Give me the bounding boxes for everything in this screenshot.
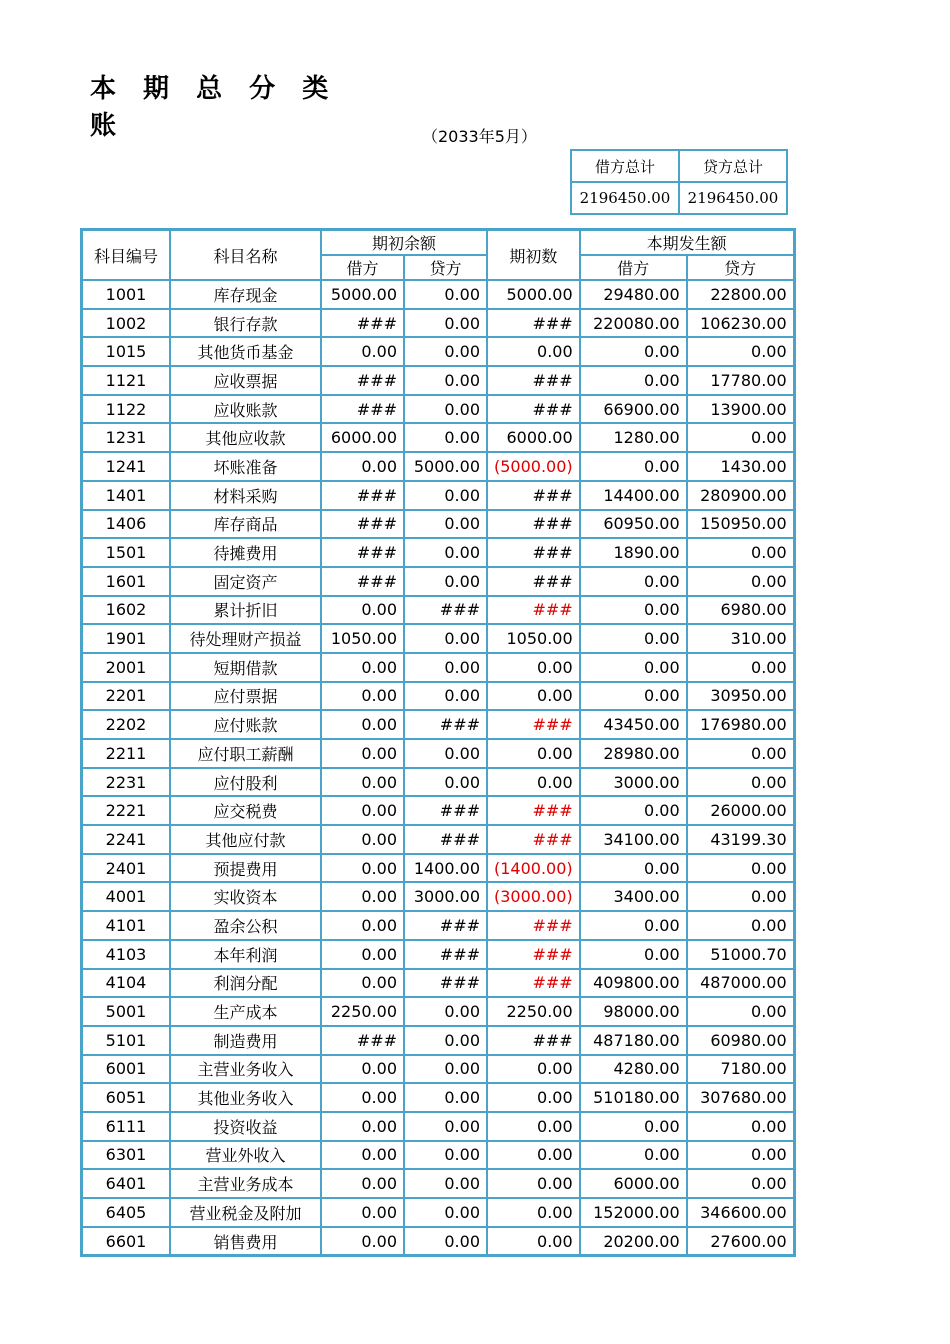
opening-credit: 0.00: [404, 1141, 487, 1170]
header-opening-balance: 期初余额: [321, 230, 487, 255]
account-code: 2202: [82, 710, 170, 739]
period-credit: 7180.00: [687, 1055, 794, 1084]
period-debit: 43450.00: [580, 710, 687, 739]
opening-credit: ###: [404, 796, 487, 825]
debit-total-value: 2196450.00: [571, 182, 679, 214]
period-credit: 60980.00: [687, 1026, 794, 1055]
account-name: 应收票据: [170, 366, 321, 395]
account-name: 制造费用: [170, 1026, 321, 1055]
account-name: 本年利润: [170, 940, 321, 969]
period-debit: 0.00: [580, 653, 687, 682]
opening-number: 0.00: [487, 1083, 580, 1112]
opening-number: ###: [487, 538, 580, 567]
period-credit: 1430.00: [687, 452, 794, 481]
table-row: [82, 969, 794, 998]
account-name: 营业税金及附加: [170, 1198, 321, 1227]
opening-credit: 0.00: [404, 309, 487, 338]
debit-total-label: 借方总计: [571, 150, 679, 182]
period-credit: 310.00: [687, 624, 794, 653]
table-row: [82, 337, 794, 366]
opening-credit: ###: [404, 825, 487, 854]
opening-number: 0.00: [487, 768, 580, 797]
opening-credit: 0.00: [404, 337, 487, 366]
period-debit: 0.00: [580, 1141, 687, 1170]
period-credit: 0.00: [687, 1141, 794, 1170]
table-row: [82, 624, 794, 653]
opening-debit: 0.00: [321, 1227, 404, 1256]
opening-number: ###: [487, 796, 580, 825]
opening-number: ###: [487, 1026, 580, 1055]
period-debit: 0.00: [580, 337, 687, 366]
header-period-credit: 贷方: [687, 255, 794, 280]
opening-debit: 0.00: [321, 1141, 404, 1170]
opening-number: 0.00: [487, 1112, 580, 1141]
table-row: [82, 739, 794, 768]
opening-credit: 0.00: [404, 739, 487, 768]
period-credit: 26000.00: [687, 796, 794, 825]
opening-debit: 1050.00: [321, 624, 404, 653]
period-credit: 13900.00: [687, 395, 794, 424]
period-credit: 0.00: [687, 997, 794, 1026]
period-debit: 98000.00: [580, 997, 687, 1026]
account-code: 6405: [82, 1198, 170, 1227]
period-credit: 0.00: [687, 567, 794, 596]
opening-debit: 0.00: [321, 940, 404, 969]
account-code: 1601: [82, 567, 170, 596]
opening-debit: ###: [321, 510, 404, 539]
account-name: 其他应收款: [170, 423, 321, 452]
period-credit: 0.00: [687, 538, 794, 567]
totals-table: [570, 149, 788, 215]
header-row-1: [82, 230, 794, 255]
opening-debit: ###: [321, 481, 404, 510]
opening-number: 0.00: [487, 1227, 580, 1256]
period-credit: 51000.70: [687, 940, 794, 969]
account-code: 6111: [82, 1112, 170, 1141]
table-row: [82, 882, 794, 911]
period-credit: 17780.00: [687, 366, 794, 395]
header-name: 科目名称: [170, 230, 321, 280]
account-code: 2211: [82, 739, 170, 768]
account-name: 应付账款: [170, 710, 321, 739]
opening-credit: 0.00: [404, 768, 487, 797]
opening-credit: 1400.00: [404, 854, 487, 883]
opening-number: ###: [487, 596, 580, 625]
period-credit: 0.00: [687, 1169, 794, 1198]
account-code: 4103: [82, 940, 170, 969]
account-code: 6001: [82, 1055, 170, 1084]
period-debit: 28980.00: [580, 739, 687, 768]
account-code: 6401: [82, 1169, 170, 1198]
account-name: 固定资产: [170, 567, 321, 596]
opening-number: 0.00: [487, 653, 580, 682]
opening-number: 1050.00: [487, 624, 580, 653]
opening-number: ###: [487, 710, 580, 739]
period-credit: 22800.00: [687, 280, 794, 309]
opening-debit: 0.00: [321, 796, 404, 825]
opening-credit: 0.00: [404, 1083, 487, 1112]
table-row: [82, 309, 794, 338]
opening-debit: 0.00: [321, 653, 404, 682]
opening-number: (1400.00): [487, 854, 580, 883]
period-credit: 0.00: [687, 854, 794, 883]
opening-credit: ###: [404, 596, 487, 625]
opening-debit: 6000.00: [321, 423, 404, 452]
account-code: 4001: [82, 882, 170, 911]
account-code: 1901: [82, 624, 170, 653]
table-row: [82, 1227, 794, 1256]
opening-credit: 0.00: [404, 423, 487, 452]
account-name: 生产成本: [170, 997, 321, 1026]
table-row: [82, 1141, 794, 1170]
period-debit: 1280.00: [580, 423, 687, 452]
opening-debit: 0.00: [321, 969, 404, 998]
opening-credit: 0.00: [404, 1055, 487, 1084]
period-debit: 487180.00: [580, 1026, 687, 1055]
period-credit: 43199.30: [687, 825, 794, 854]
period-debit: 6000.00: [580, 1169, 687, 1198]
opening-number: 0.00: [487, 1141, 580, 1170]
opening-number: 6000.00: [487, 423, 580, 452]
period-debit: 66900.00: [580, 395, 687, 424]
opening-debit: 0.00: [321, 911, 404, 940]
table-row: [82, 538, 794, 567]
opening-number: 0.00: [487, 1055, 580, 1084]
opening-debit: 0.00: [321, 882, 404, 911]
opening-number: ###: [487, 940, 580, 969]
period-debit: 4280.00: [580, 1055, 687, 1084]
page-title: 本 期 总 分 类 账: [90, 74, 338, 141]
period-credit: 0.00: [687, 768, 794, 797]
account-code: 1401: [82, 481, 170, 510]
account-code: 6601: [82, 1227, 170, 1256]
period-debit: 0.00: [580, 1112, 687, 1141]
table-row: [82, 1026, 794, 1055]
period-debit: 409800.00: [580, 969, 687, 998]
opening-credit: 0.00: [404, 1112, 487, 1141]
opening-debit: 0.00: [321, 739, 404, 768]
account-name: 其他应付款: [170, 825, 321, 854]
header-current-amount: 本期发生额: [580, 230, 794, 255]
opening-debit: 0.00: [321, 452, 404, 481]
period-debit: 0.00: [580, 911, 687, 940]
opening-number: ###: [487, 911, 580, 940]
opening-debit: ###: [321, 395, 404, 424]
opening-number: (5000.00): [487, 452, 580, 481]
opening-credit: 0.00: [404, 682, 487, 711]
opening-debit: 0.00: [321, 1169, 404, 1198]
opening-number: 0.00: [487, 1169, 580, 1198]
table-row: [82, 395, 794, 424]
account-name: 主营业务收入: [170, 1055, 321, 1084]
opening-debit: 0.00: [321, 854, 404, 883]
account-code: 6051: [82, 1083, 170, 1112]
period-debit: 3400.00: [580, 882, 687, 911]
report-period: （2033年5月）: [422, 127, 537, 146]
period-debit: 34100.00: [580, 825, 687, 854]
table-row: [82, 825, 794, 854]
table-row: [82, 423, 794, 452]
account-name: 其他业务收入: [170, 1083, 321, 1112]
period-debit: 1890.00: [580, 538, 687, 567]
opening-credit: ###: [404, 710, 487, 739]
opening-credit: 0.00: [404, 280, 487, 309]
table-row: [82, 796, 794, 825]
opening-number: 0.00: [487, 739, 580, 768]
opening-number: ###: [487, 567, 580, 596]
opening-number: ###: [487, 309, 580, 338]
opening-credit: 0.00: [404, 538, 487, 567]
table-row: [82, 452, 794, 481]
opening-debit: ###: [321, 1026, 404, 1055]
period-credit: 307680.00: [687, 1083, 794, 1112]
period-credit: 0.00: [687, 653, 794, 682]
period-credit: 346600.00: [687, 1198, 794, 1227]
header-code: 科目编号: [82, 230, 170, 280]
table-row: [82, 710, 794, 739]
period-debit: 29480.00: [580, 280, 687, 309]
opening-credit: ###: [404, 911, 487, 940]
period-credit: 0.00: [687, 739, 794, 768]
account-name: 其他货币基金: [170, 337, 321, 366]
period-credit: 176980.00: [687, 710, 794, 739]
table-row: [82, 940, 794, 969]
period-debit: 14400.00: [580, 481, 687, 510]
period-debit: 0.00: [580, 796, 687, 825]
period-debit: 152000.00: [580, 1198, 687, 1227]
period-credit: 0.00: [687, 337, 794, 366]
opening-debit: 5000.00: [321, 280, 404, 309]
table-row: [82, 911, 794, 940]
period-debit: 3000.00: [580, 768, 687, 797]
account-name: 库存商品: [170, 510, 321, 539]
period-credit: 487000.00: [687, 969, 794, 998]
opening-debit: ###: [321, 538, 404, 567]
opening-credit: 0.00: [404, 1227, 487, 1256]
opening-credit: 5000.00: [404, 452, 487, 481]
account-name: 主营业务成本: [170, 1169, 321, 1198]
account-code: 1122: [82, 395, 170, 424]
period-credit: 150950.00: [687, 510, 794, 539]
account-name: 短期借款: [170, 653, 321, 682]
account-name: 应收账款: [170, 395, 321, 424]
opening-credit: 0.00: [404, 624, 487, 653]
account-name: 投资收益: [170, 1112, 321, 1141]
opening-debit: 0.00: [321, 710, 404, 739]
period-debit: 20200.00: [580, 1227, 687, 1256]
period-debit: 0.00: [580, 682, 687, 711]
opening-debit: 0.00: [321, 682, 404, 711]
account-code: 5101: [82, 1026, 170, 1055]
opening-credit: 0.00: [404, 567, 487, 596]
opening-number: 2250.00: [487, 997, 580, 1026]
credit-total-label: 贷方总计: [679, 150, 787, 182]
header-open-debit: 借方: [321, 255, 404, 280]
table-row: [82, 596, 794, 625]
period-credit: 106230.00: [687, 309, 794, 338]
opening-credit: 3000.00: [404, 882, 487, 911]
opening-credit: 0.00: [404, 510, 487, 539]
table-row: [82, 567, 794, 596]
opening-debit: ###: [321, 366, 404, 395]
account-code: 1121: [82, 366, 170, 395]
account-code: 1602: [82, 596, 170, 625]
opening-debit: 2250.00: [321, 997, 404, 1026]
opening-number: 5000.00: [487, 280, 580, 309]
account-code: 2241: [82, 825, 170, 854]
opening-debit: 0.00: [321, 1055, 404, 1084]
opening-debit: 0.00: [321, 1112, 404, 1141]
opening-number: ###: [487, 366, 580, 395]
period-debit: 60950.00: [580, 510, 687, 539]
period-debit: 0.00: [580, 366, 687, 395]
opening-debit: 0.00: [321, 825, 404, 854]
account-name: 实收资本: [170, 882, 321, 911]
account-code: 1231: [82, 423, 170, 452]
opening-number: 0.00: [487, 337, 580, 366]
account-code: 6301: [82, 1141, 170, 1170]
period-credit: 27600.00: [687, 1227, 794, 1256]
account-code: 5001: [82, 997, 170, 1026]
period-debit: 510180.00: [580, 1083, 687, 1112]
table-row: [82, 1112, 794, 1141]
period-credit: 0.00: [687, 882, 794, 911]
opening-number: 0.00: [487, 1198, 580, 1227]
period-debit: 0.00: [580, 596, 687, 625]
period-credit: 30950.00: [687, 682, 794, 711]
period-credit: 0.00: [687, 423, 794, 452]
table-row: [82, 1055, 794, 1084]
account-name: 银行存款: [170, 309, 321, 338]
opening-credit: ###: [404, 969, 487, 998]
account-code: 4101: [82, 911, 170, 940]
opening-debit: 0.00: [321, 596, 404, 625]
period-credit: 0.00: [687, 911, 794, 940]
table-row: [82, 1083, 794, 1112]
period-debit: 0.00: [580, 854, 687, 883]
table-row: [82, 366, 794, 395]
table-row: [82, 481, 794, 510]
opening-debit: 0.00: [321, 768, 404, 797]
opening-credit: ###: [404, 940, 487, 969]
table-row: [82, 280, 794, 309]
account-name: 营业外收入: [170, 1141, 321, 1170]
account-code: 2221: [82, 796, 170, 825]
header-period-debit: 借方: [580, 255, 687, 280]
opening-credit: 0.00: [404, 653, 487, 682]
opening-debit: ###: [321, 567, 404, 596]
account-name: 应付职工薪酬: [170, 739, 321, 768]
account-code: 1241: [82, 452, 170, 481]
account-name: 待摊费用: [170, 538, 321, 567]
table-row: [82, 682, 794, 711]
table-row: [82, 1169, 794, 1198]
opening-credit: 0.00: [404, 395, 487, 424]
account-code: 2401: [82, 854, 170, 883]
account-code: 1501: [82, 538, 170, 567]
account-name: 销售费用: [170, 1227, 321, 1256]
account-name: 利润分配: [170, 969, 321, 998]
account-code: 1001: [82, 280, 170, 309]
account-name: 待处理财产损益: [170, 624, 321, 653]
table-row: [82, 997, 794, 1026]
opening-debit: 0.00: [321, 1083, 404, 1112]
account-name: 应付股利: [170, 768, 321, 797]
account-name: 材料采购: [170, 481, 321, 510]
opening-number: ###: [487, 395, 580, 424]
period-debit: 0.00: [580, 940, 687, 969]
credit-total-value: 2196450.00: [679, 182, 787, 214]
table-row: [82, 1198, 794, 1227]
opening-number: ###: [487, 825, 580, 854]
account-name: 累计折旧: [170, 596, 321, 625]
period-debit: 0.00: [580, 452, 687, 481]
account-name: 应付票据: [170, 682, 321, 711]
opening-credit: 0.00: [404, 1169, 487, 1198]
opening-debit: 0.00: [321, 1198, 404, 1227]
opening-credit: 0.00: [404, 366, 487, 395]
table-row: [82, 510, 794, 539]
account-name: 库存现金: [170, 280, 321, 309]
account-name: 预提费用: [170, 854, 321, 883]
table-row: [82, 653, 794, 682]
ledger-table: [80, 228, 796, 1257]
opening-credit: 0.00: [404, 481, 487, 510]
opening-number: ###: [487, 481, 580, 510]
account-code: 4104: [82, 969, 170, 998]
opening-credit: 0.00: [404, 997, 487, 1026]
table-row: [82, 768, 794, 797]
opening-number: 0.00: [487, 682, 580, 711]
account-code: 1002: [82, 309, 170, 338]
header-open-credit: 贷方: [404, 255, 487, 280]
period-credit: 280900.00: [687, 481, 794, 510]
period-debit: 0.00: [580, 624, 687, 653]
opening-number: ###: [487, 510, 580, 539]
account-code: 2201: [82, 682, 170, 711]
account-code: 2231: [82, 768, 170, 797]
opening-debit: ###: [321, 309, 404, 338]
period-debit: 0.00: [580, 567, 687, 596]
header-opening-number: 期初数: [487, 230, 580, 280]
table-row: [82, 854, 794, 883]
period-debit: 220080.00: [580, 309, 687, 338]
opening-number: (3000.00): [487, 882, 580, 911]
account-code: 2001: [82, 653, 170, 682]
period-credit: 0.00: [687, 1112, 794, 1141]
account-name: 坏账准备: [170, 452, 321, 481]
account-code: 1015: [82, 337, 170, 366]
opening-number: ###: [487, 969, 580, 998]
opening-credit: 0.00: [404, 1026, 487, 1055]
account-name: 应交税费: [170, 796, 321, 825]
period-credit: 6980.00: [687, 596, 794, 625]
opening-debit: 0.00: [321, 337, 404, 366]
account-code: 1406: [82, 510, 170, 539]
opening-credit: 0.00: [404, 1198, 487, 1227]
account-name: 盈余公积: [170, 911, 321, 940]
